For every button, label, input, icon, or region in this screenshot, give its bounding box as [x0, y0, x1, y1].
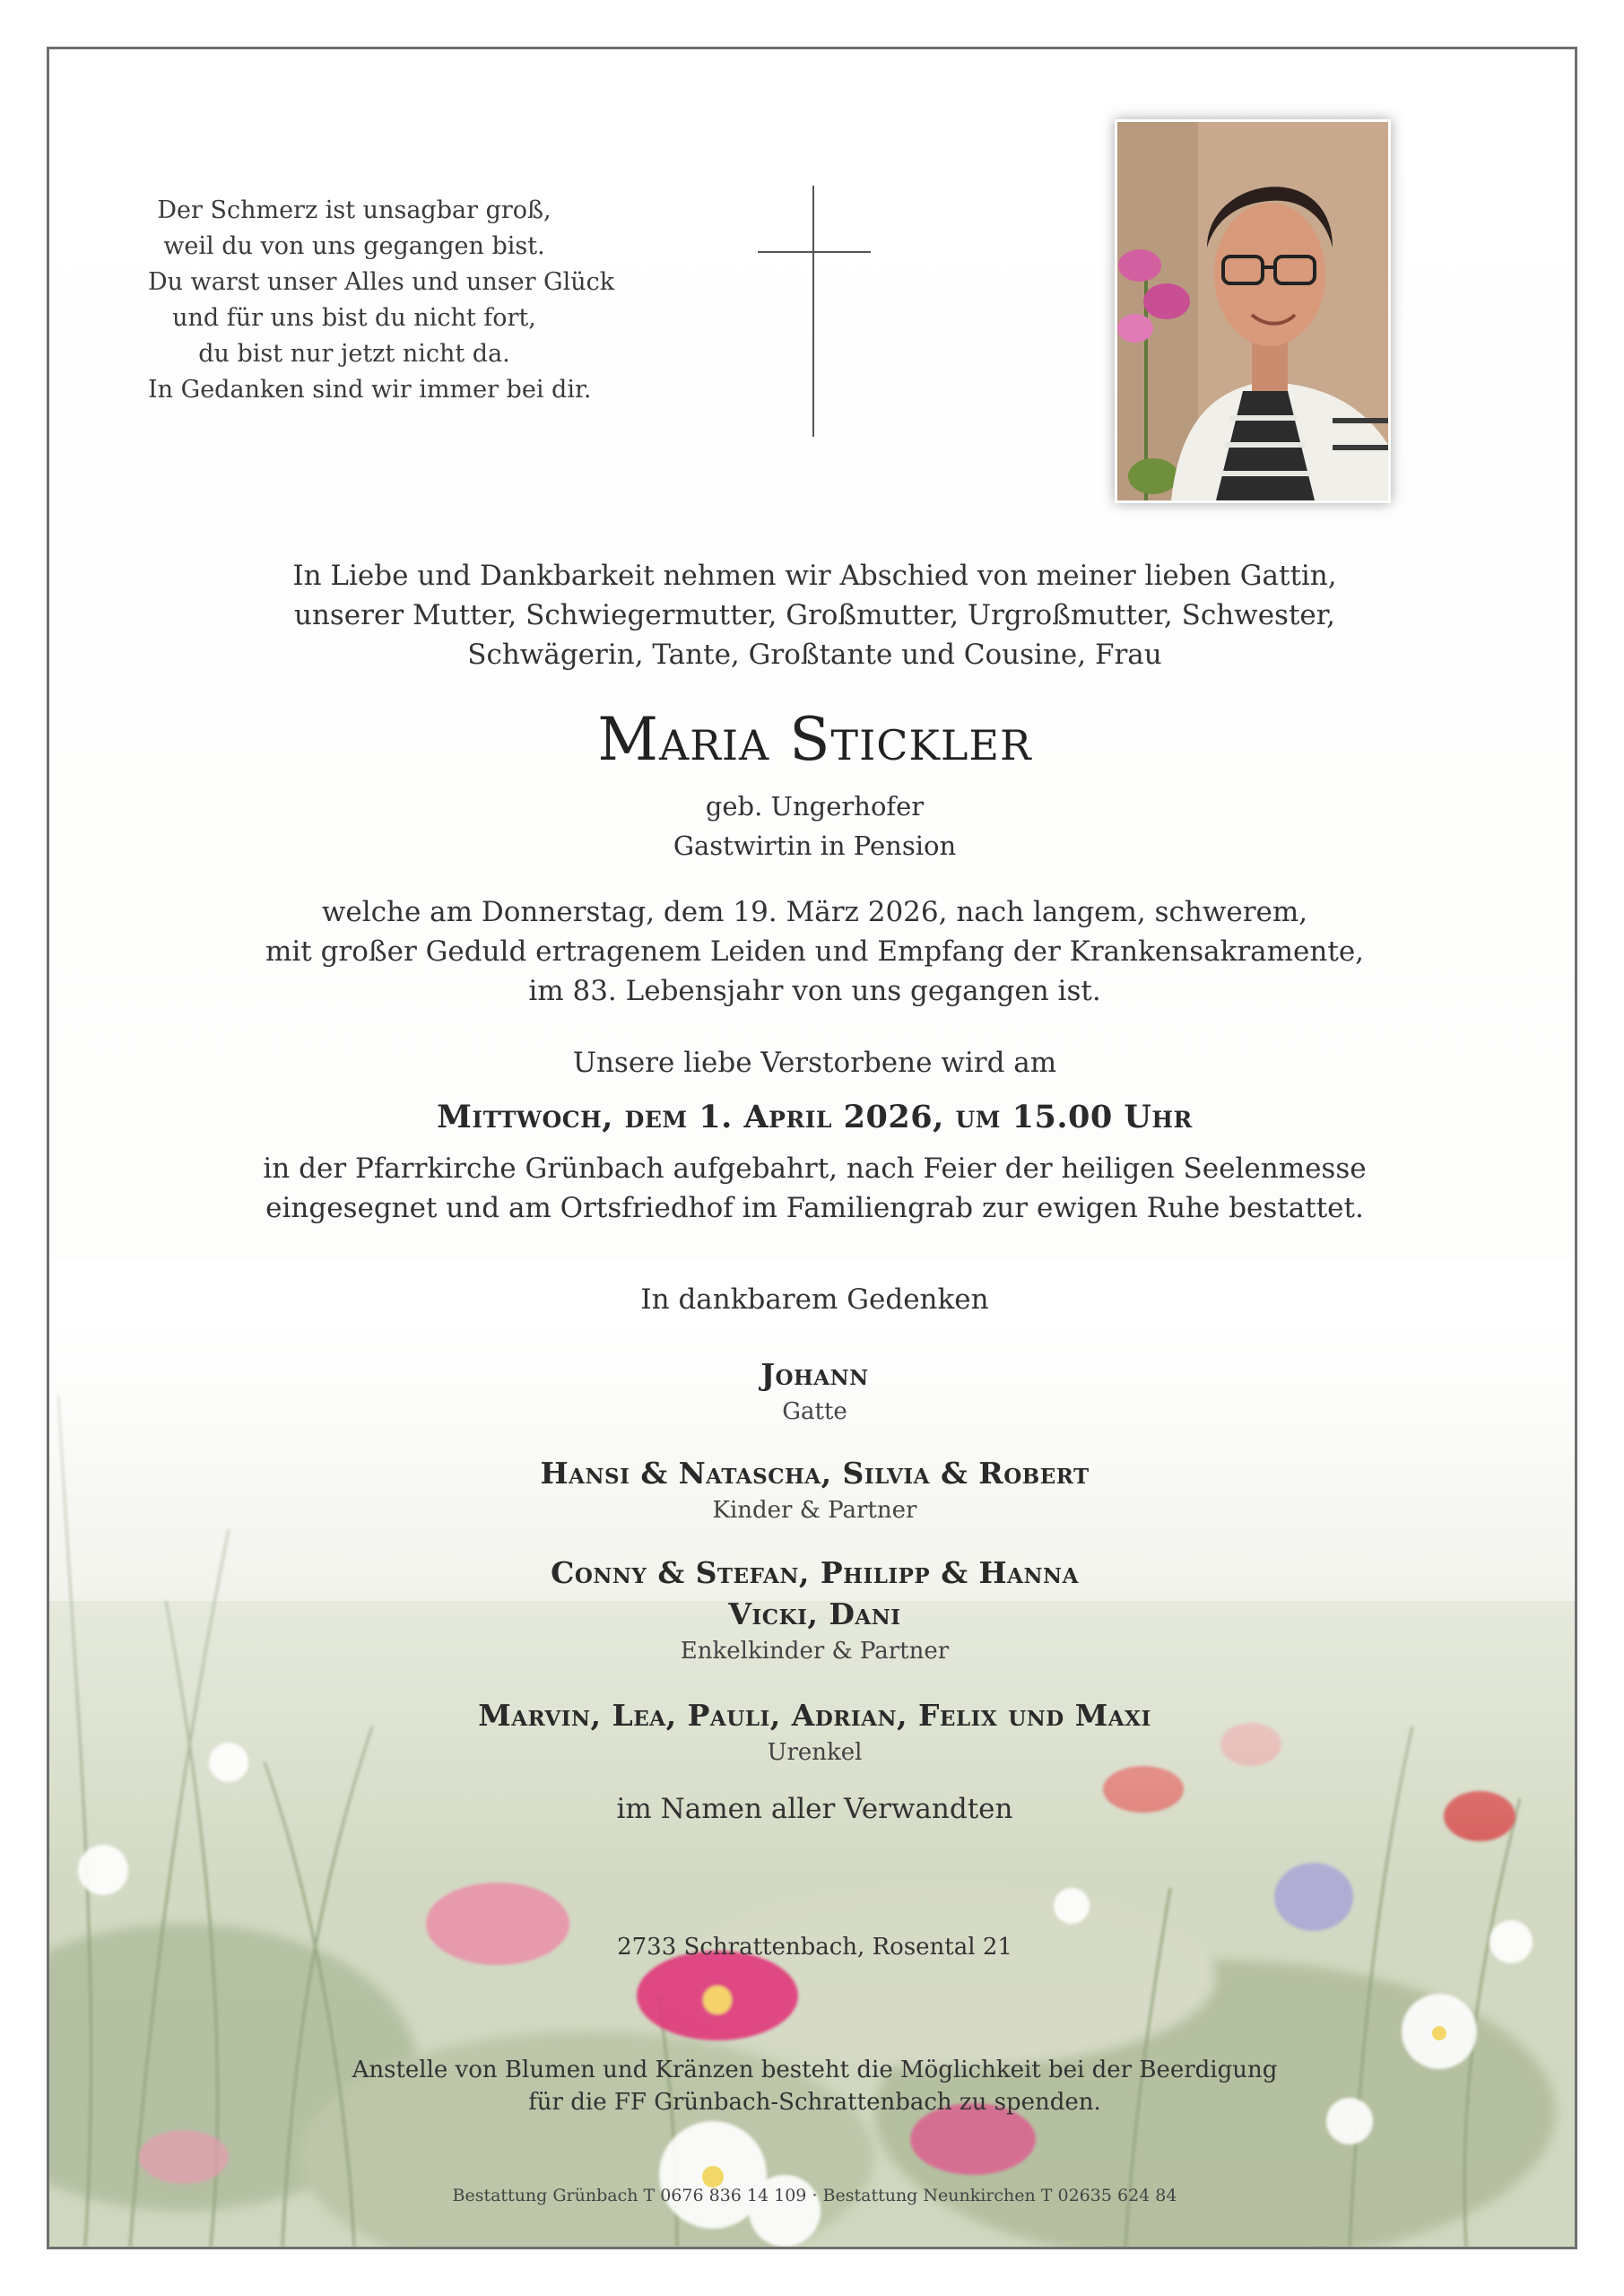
verse-line: Du warst unser Alles und unser Glück [148, 268, 615, 296]
death-line: mit großer Geduld ertragenem Leiden und Empfang der Krankensakramente, [265, 935, 1365, 968]
address: 2733 Schrattenbach, Rosental 21 [617, 1934, 1012, 1961]
burial-line: eingesegnet und am Ortsfriedhof im Familiengrab zur ewigen Ruhe bestattet. [265, 1192, 1364, 1224]
note-line: für die FF Grünbach-Schrattenbach zu spenden. [528, 2089, 1101, 2116]
occupation: Gastwirtin in Pension [673, 831, 957, 861]
family-role: Urenkel [767, 1739, 863, 1766]
family-group-great-grandchildren [49, 1695, 1577, 1769]
death-line: im 83. Lebensjahr von uns gegangen ist. [528, 975, 1101, 1007]
family-names: Vicki, Dani [728, 1596, 901, 1631]
intro-text [49, 556, 1577, 674]
birth-name: geb. Ungerhofer [705, 791, 925, 822]
family-names: Johann [760, 1357, 869, 1392]
family-names: Conny & Stefan, Philipp & Hanna [551, 1555, 1079, 1590]
funeral-date: Mittwoch, dem 1. April 2026, um 15.00 Uhr [437, 1099, 1193, 1135]
verse-line: du bist nur jetzt nicht da. [198, 340, 510, 368]
family-role: Enkelkinder & Partner [680, 1638, 950, 1665]
death-text [49, 892, 1577, 1011]
family-role: Kinder & Partner [712, 1497, 917, 1524]
family-names: Marvin, Lea, Pauli, Adrian, Felix und Maxi [478, 1698, 1151, 1733]
deceased-name: Maria Stickler [597, 705, 1032, 774]
obituary-card [47, 47, 1577, 2249]
funeral-home-footer: Bestattung Grünbach T 0676 836 14 109 · Bestattung Neunkirchen T 02635 624 84 [452, 2186, 1177, 2205]
thanks-line: In dankbarem Gedenken [640, 1283, 989, 1316]
cross-icon-bar [758, 251, 871, 253]
verse-line: In Gedanken sind wir immer bei dir. [148, 376, 592, 404]
intro-line: Schwägerin, Tante, Großtante und Cousine, Frau [467, 639, 1162, 671]
verse-line: Der Schmerz ist unsagbar groß, [157, 196, 551, 224]
intro-line: In Liebe und Dankbarkeit nehmen wir Abschied von meiner lieben Gattin, [292, 560, 1337, 592]
memorial-verse [148, 193, 615, 408]
family-names: Hansi & Natascha, Silvia & Robert [540, 1456, 1090, 1491]
verse-line: weil du von uns gegangen bist. [163, 232, 545, 260]
death-line: welche am Donnerstag, dem 19. März 2026, nach langem, schwerem, [321, 896, 1308, 928]
intro-line: unserer Mutter, Schwiegermutter, Großmutter, Urgroßmutter, Schwester, [293, 599, 1336, 631]
portrait-photo [1115, 119, 1391, 503]
family-group-spouse [49, 1354, 1577, 1428]
family-group-grandchildren [49, 1552, 1577, 1667]
family-group-children [49, 1453, 1577, 1526]
burial-text [49, 1149, 1577, 1228]
cross-icon [812, 186, 814, 437]
donation-note [49, 2054, 1577, 2118]
deceased-details [49, 787, 1577, 865]
funeral-announce: Unsere liebe Verstorbene wird am [572, 1047, 1057, 1079]
note-line: Anstelle von Blumen und Kränzen besteht die Möglichkeit bei der Beerdigung [352, 2057, 1278, 2083]
relatives-line: im Namen aller Verwandten [616, 1793, 1013, 1825]
burial-line: in der Pfarrkirche Grünbach aufgebahrt, nach Feier der heiligen Seelenmesse [263, 1152, 1367, 1185]
verse-line: und für uns bist du nicht fort, [172, 304, 536, 332]
family-role: Gatte [782, 1398, 847, 1425]
